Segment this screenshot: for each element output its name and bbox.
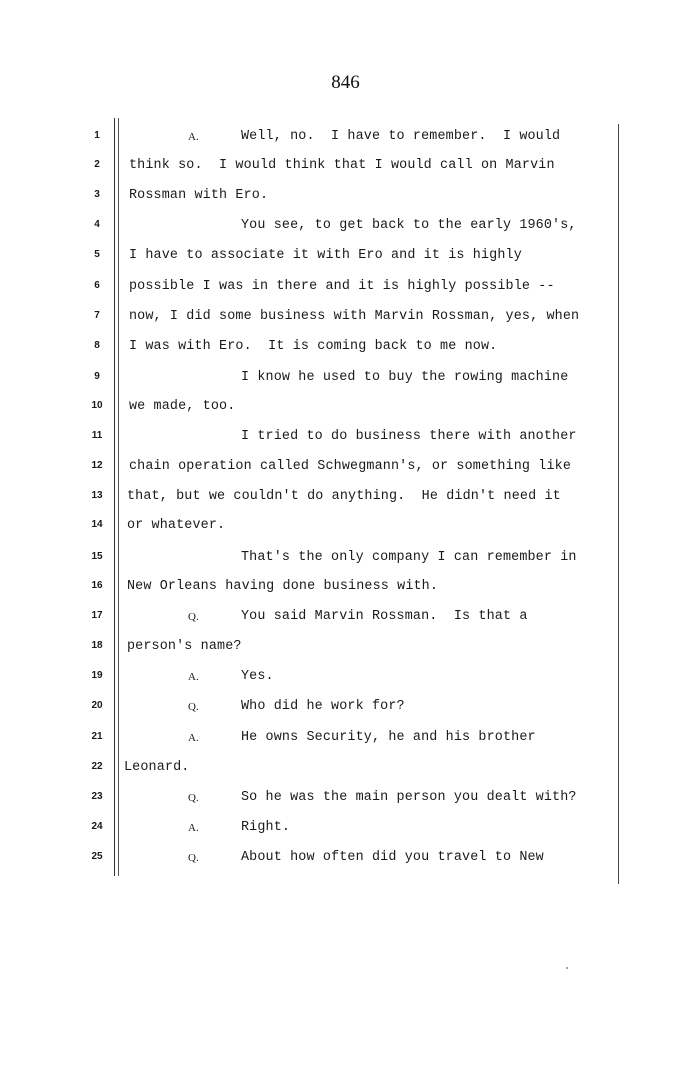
scan-speck	[566, 967, 568, 969]
transcript-line	[0, 187, 691, 211]
speaker-marker: A.	[188, 131, 199, 143]
line-text: possible I was in there and it is highly possible --	[129, 279, 555, 294]
transcript-line	[0, 668, 691, 692]
line-number: 12	[91, 460, 103, 471]
transcript-line	[0, 517, 691, 541]
transcript-line	[0, 638, 691, 662]
line-text: now, I did some business with Marvin Rossman, yes, when	[129, 309, 580, 324]
transcript-line	[0, 759, 691, 783]
transcript-line	[0, 247, 691, 271]
line-text: I tried to do business there with another	[241, 429, 577, 444]
line-number: 2	[94, 159, 100, 170]
line-text: or whatever.	[127, 518, 226, 533]
line-text: that, but we couldn't do anything. He didn't need it	[127, 489, 561, 504]
line-number: 4	[94, 219, 100, 230]
speaker-marker: Q.	[188, 792, 199, 804]
line-number: 10	[91, 400, 103, 411]
transcript-line	[0, 488, 691, 512]
line-number: 19	[91, 670, 103, 681]
transcript-line	[0, 278, 691, 302]
line-number: 15	[91, 551, 103, 562]
line-number: 22	[91, 761, 103, 772]
line-number: 1	[94, 130, 100, 141]
line-text: You see, to get back to the early 1960's,	[241, 218, 577, 233]
line-number: 8	[94, 340, 100, 351]
line-text: Well, no. I have to remember. I would	[241, 129, 561, 144]
transcript-line	[0, 157, 691, 181]
line-number: 21	[91, 731, 103, 742]
line-number: 23	[91, 791, 103, 802]
line-text: You said Marvin Rossman. Is that a	[241, 609, 528, 624]
page-number: 846	[331, 72, 360, 93]
line-text: Leonard.	[124, 760, 190, 775]
transcript-line	[0, 789, 691, 813]
line-number: 17	[91, 610, 103, 621]
line-number: 6	[94, 280, 100, 291]
transcript-line	[0, 729, 691, 753]
transcript-line	[0, 217, 691, 241]
speaker-marker: Q.	[188, 852, 199, 864]
transcript-line	[0, 698, 691, 722]
speaker-marker: A.	[188, 671, 199, 683]
line-number: 11	[91, 430, 103, 441]
line-number: 25	[91, 851, 103, 862]
transcript-line	[0, 369, 691, 393]
line-text: I have to associate it with Ero and it is highly	[129, 248, 522, 263]
line-text: we made, too.	[129, 399, 236, 414]
transcript-line	[0, 128, 691, 152]
speaker-marker: A.	[188, 732, 199, 744]
line-number: 14	[91, 519, 103, 530]
line-number: 5	[94, 249, 100, 260]
line-text: That's the only company I can remember in	[241, 550, 577, 565]
transcript-line	[0, 608, 691, 632]
line-text: I was with Ero. It is coming back to me now.	[129, 339, 498, 354]
speaker-marker: Q.	[188, 701, 199, 713]
transcript-line	[0, 819, 691, 843]
transcript-line	[0, 428, 691, 452]
transcript-line	[0, 849, 691, 873]
transcript-line	[0, 549, 691, 573]
line-text: So he was the main person you dealt with?	[241, 790, 577, 805]
line-text: Yes.	[241, 669, 274, 684]
transcript-line	[0, 338, 691, 362]
transcript-line	[0, 398, 691, 422]
line-number: 24	[91, 821, 103, 832]
line-text: New Orleans having done business with.	[127, 579, 439, 594]
line-text: think so. I would think that I would call on Marvin	[129, 158, 555, 173]
line-number: 9	[94, 371, 100, 382]
line-number: 7	[94, 310, 100, 321]
line-number: 20	[91, 700, 103, 711]
line-text: I know he used to buy the rowing machine	[241, 370, 569, 385]
line-text: Rossman with Ero.	[129, 188, 269, 203]
transcript-line	[0, 578, 691, 602]
line-text: chain operation called Schwegmann's, or something like	[129, 459, 572, 474]
line-number: 13	[91, 490, 103, 501]
transcript-line	[0, 458, 691, 482]
line-text: About how often did you travel to New	[241, 850, 544, 865]
line-text: Right.	[241, 820, 291, 835]
speaker-marker: A.	[188, 822, 199, 834]
transcript-line	[0, 308, 691, 332]
line-number: 18	[91, 640, 103, 651]
line-text: He owns Security, he and his brother	[241, 730, 536, 745]
line-number: 16	[91, 580, 103, 591]
line-text: person's name?	[127, 639, 242, 654]
speaker-marker: Q.	[188, 611, 199, 623]
line-number: 3	[94, 189, 100, 200]
line-text: Who did he work for?	[241, 699, 405, 714]
